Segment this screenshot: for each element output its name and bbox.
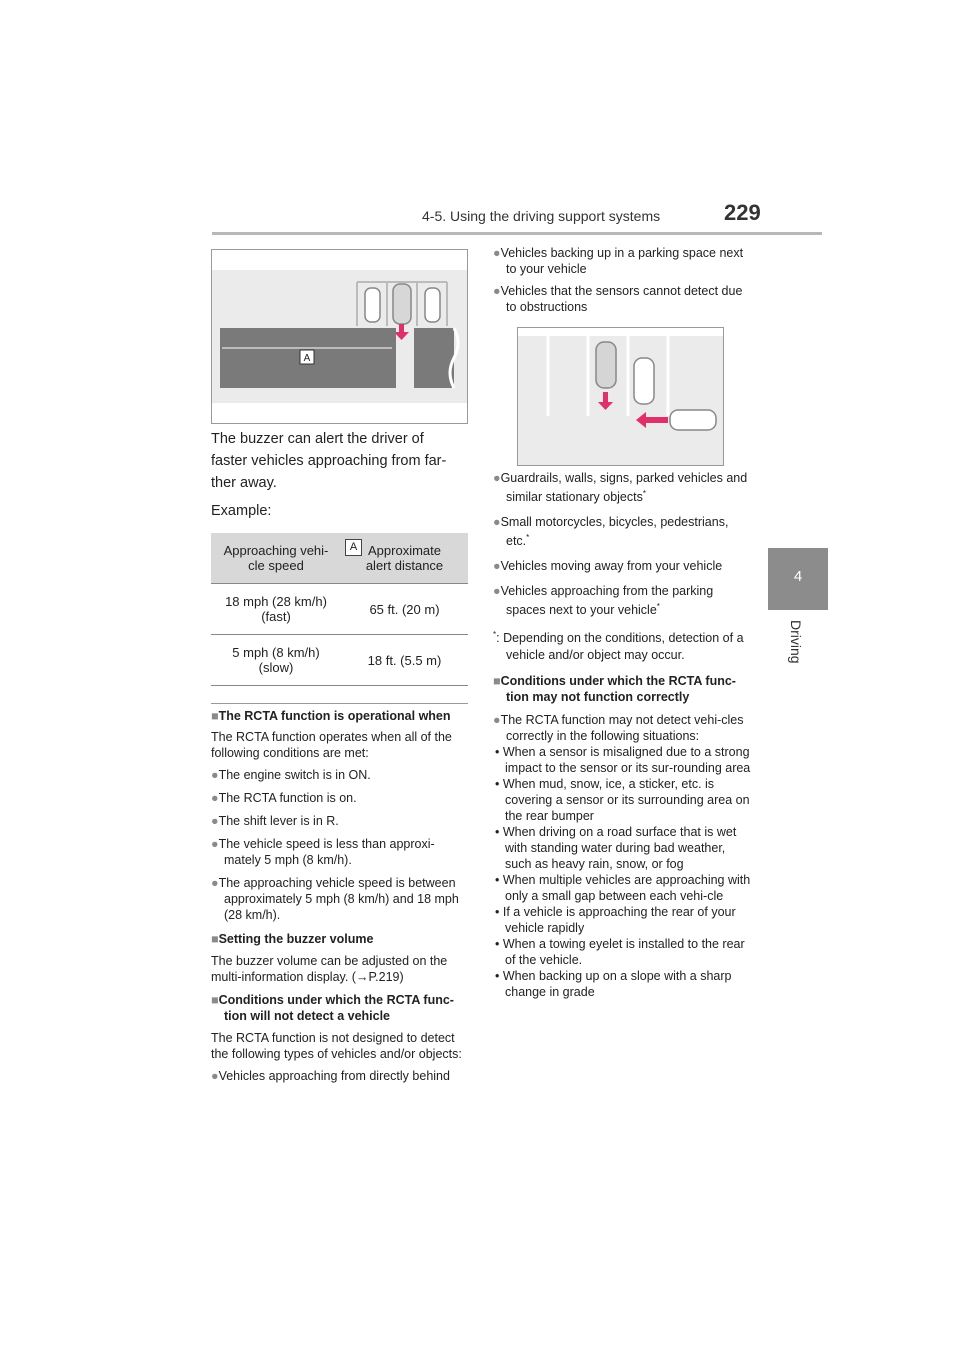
- sub-item: • When mud, snow, ice, a sticker, etc. is covering a sensor or its surrounding area on the rear bumper: [495, 776, 750, 823]
- sub-item: • When driving on a road surface that is wet with standing water during bad weather, such as heavy rain, snow, or fog: [495, 824, 737, 871]
- list-item: ●The approaching vehicle speed is between approximately 5 mph (8 km/h) and 18 mph (28 km/h).: [211, 876, 459, 922]
- list-item: ●Vehicles that the sensors cannot detect due to obstructions: [493, 284, 743, 314]
- list-item: ●Vehicles moving away from your vehicle: [493, 559, 723, 574]
- section-title: 4-5. Using the driving support systems: [422, 208, 661, 224]
- obstructed-parking-illustration: [518, 328, 723, 465]
- left-column: [211, 708, 469, 1084]
- chapter-number: 4: [793, 568, 803, 585]
- list-item: ●Guardrails, walls, signs, parked vehicles and similar stationary objects*: [493, 471, 748, 505]
- speed-label: (slow): [258, 660, 294, 675]
- list-item: ●The vehicle speed is less than approxi-mately 5 mph (8 km/h).: [211, 837, 435, 867]
- sub-item: • When multiple vehicles are approaching with only a small gap between each vehi-cle: [495, 872, 751, 903]
- speed-cell: [211, 584, 341, 635]
- header-distance: [341, 533, 468, 584]
- distance-marker: A: [345, 539, 362, 556]
- list-item: ●The RCTA function is on.: [211, 791, 357, 805]
- obstruction-figure: [517, 327, 724, 466]
- page-number: 229: [724, 200, 761, 225]
- footnote: *: Depending on the conditions, detection of a vehicle and/or object may occur.: [493, 630, 744, 662]
- para-buzzer: The buzzer volume can be adjusted on the multi-information display. (→P.219): [211, 954, 448, 984]
- table-row: [211, 635, 468, 686]
- figure-marker: A: [303, 353, 311, 364]
- intro-line-2: faster vehicles approaching from far-: [211, 453, 447, 469]
- para-not-designed: The RCTA function is not designed to detect the following types of vehicles and/or objects:: [211, 1031, 462, 1061]
- header-speed-line2: cle speed: [248, 558, 304, 573]
- speed-label: (fast): [261, 609, 291, 624]
- chapter-tab: [768, 548, 828, 610]
- list-item: ●Small motorcycles, bicycles, pedestrians, etc.*: [493, 515, 729, 549]
- section-rule: [211, 703, 468, 704]
- sub-item: • If a vehicle is approaching the rear of your vehicle rapidly: [495, 904, 736, 935]
- header-speed: [211, 533, 341, 584]
- header-rule: [212, 232, 822, 235]
- heading-buzzer: ■Setting the buzzer volume: [211, 932, 374, 946]
- sub-item: • When a towing eyelet is installed to the rear of the vehicle.: [495, 936, 745, 967]
- para-conditions: The RCTA function operates when all of the following conditions are met:: [211, 730, 452, 760]
- distance-cell: 18 ft. (5.5 m): [341, 635, 468, 686]
- list-item: ●Vehicles approaching from the parking spaces next to your vehicle*: [493, 584, 714, 618]
- list-item: ●Vehicles approaching from directly behind: [211, 1069, 450, 1083]
- speed-cell: [211, 635, 341, 686]
- right-mid-list: [493, 470, 755, 1000]
- alert-distance-table: [211, 533, 468, 686]
- header-speed-line1: Approaching vehi-: [223, 543, 329, 558]
- sub-item: • When backing up on a slope with a sharp change in grade: [495, 968, 732, 999]
- table-header-row: [211, 533, 468, 584]
- speed-value: 18 mph (28 km/h): [225, 594, 327, 609]
- sub-item: • When a sensor is misaligned due to a strong impact to the sensor or its sur-rounding area: [495, 744, 751, 775]
- list-item: ●The engine switch is in ON.: [211, 768, 371, 782]
- list-item: ●The shift lever is in R.: [211, 814, 339, 828]
- heading-not-detect: ■Conditions under which the RCTA func-tion will not detect a vehicle: [211, 993, 454, 1023]
- list-item: ●Vehicles backing up in a parking space next to your vehicle: [493, 246, 744, 276]
- table-row: [211, 584, 468, 635]
- chapter-label: Driving: [788, 620, 804, 664]
- parking-lot-illustration: [212, 250, 467, 423]
- example-label: Example:: [211, 503, 272, 519]
- heading-operational: ■The RCTA function is operational when: [211, 709, 451, 723]
- intro-line-3: ther away.: [211, 475, 277, 491]
- right-top-list: [493, 245, 755, 315]
- distance-cell: 65 ft. (20 m): [341, 584, 468, 635]
- heading-may-not-function: ■Conditions under which the RCTA func-tion may not function correctly: [493, 673, 736, 704]
- header-distance-line1: Approximate: [368, 543, 441, 558]
- header-distance-line2: alert distance: [365, 558, 444, 573]
- list-item: ●The RCTA function may not detect vehi-cles correctly in the following situations:: [493, 712, 744, 743]
- speed-value: 5 mph (8 km/h): [232, 645, 320, 660]
- rcta-approach-figure: [211, 249, 468, 424]
- intro-line-1: The buzzer can alert the driver of: [211, 431, 424, 447]
